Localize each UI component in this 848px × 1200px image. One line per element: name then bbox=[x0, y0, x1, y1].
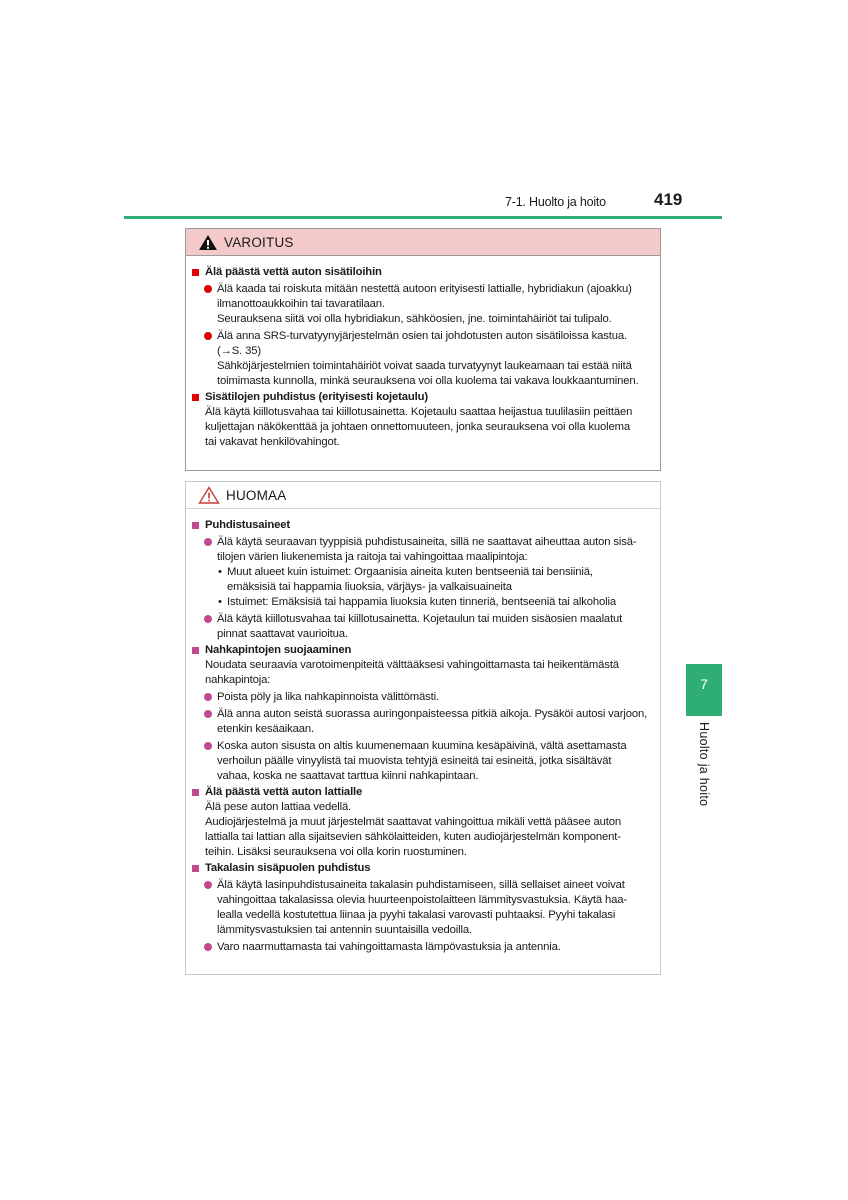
small-bullet-icon: • bbox=[218, 596, 222, 608]
list-item: Älä käytä lasinpuhdistusaineita takalasin puhdistamiseen, sillä sellaiset aineet voivat vahingoittaa takalasissa olevia huurteenpoistolaitteen lämmitysvastuksia. Käytä haa- lealla vedellä kostutettua liinaa ja pyyhi takalasi varovasti puhtaaksi. Pyyhi takalasi lämmitysvastuksien tai antennin suuntaisilla vedoilla. bbox=[190, 878, 652, 938]
list-item: Älä kaada tai roiskuta mitään nestettä autoon erityisesti lattialle, hybridiakun (ajoakku) ilmanottoaukkoihin tai tavaratilaan. Seurauksena siitä voi olla hybridiakun, sähköosien, jne. toimintahäiriöt tai tulipalo. bbox=[190, 282, 652, 327]
bullet-dot-icon bbox=[204, 693, 212, 701]
warning-header bbox=[186, 229, 660, 256]
list-item: Älä anna auton seistä suorassa auringonpaisteessa pitkiä aikoja. Pysäköi autosi varjoon, etenkin kesäaikaan. bbox=[190, 707, 652, 737]
warning-section-title: Sisätilojen puhdistus (erityisesti kojetaulu) bbox=[190, 390, 652, 405]
chapter-label: Huolto ja hoito bbox=[697, 722, 711, 807]
list-item: Älä käytä seuraavan tyyppisiä puhdistusaineita, sillä ne saattavat aiheuttaa auton sisä- tilojen värien liukenemista ja raitoja tai vahingoittaa maalipintoja: bbox=[190, 535, 652, 565]
list-item: Koska auton sisusta on altis kuumenemaan kuumina kesäpäivinä, vältä asettamasta verhoilun päälle vinyylistä tai muovista tehtyjä esineitä tai esineitä, jotka sisältävät vahaa, koska ne saattavat tarttua kiinni nahkapintaan. bbox=[190, 739, 652, 784]
list-item: Poista pöly ja lika nahkapinnoista välittömästi. bbox=[190, 690, 652, 705]
small-bullet-icon: • bbox=[218, 566, 222, 578]
list-item: Varo naarmuttamasta tai vahingoittamasta lämpövastuksia ja antennia. bbox=[190, 940, 652, 955]
bullet-dot-icon bbox=[204, 285, 212, 293]
sub-list-item: • Muut alueet kuin istuimet: Orgaanisia aineita kuten bentseeniä tai bensiiniä, emäksisiä tai happamia liuoksia, värjäys- ja valkaisuaineita bbox=[218, 566, 593, 593]
page-number: 419 bbox=[654, 190, 683, 209]
warning-title: VAROITUS bbox=[224, 234, 294, 250]
bullet-dot-icon bbox=[204, 943, 212, 951]
square-bullet-icon bbox=[192, 269, 199, 276]
square-bullet-icon bbox=[192, 522, 199, 529]
square-bullet-icon bbox=[192, 647, 199, 654]
list-item: Älä anna SRS-turvatyynyjärjestelmän osien tai johdotusten auton sisätiloissa kastua. (→S. 35) Sähköjärjestelmien toimintahäiriöt voivat saada turvatyynyt laukeamaan tai estää niitä toimimasta kunnolla, minkä seurauksena voi olla kuolema tai vakava loukkaantuminen. bbox=[190, 329, 652, 389]
bullet-dot-icon bbox=[204, 742, 212, 750]
list-item: Älä käytä kiillotusvahaa tai kiillotusainetta. Kojetaulun tai muiden sisäosien maalatut pinnat saattavat vaurioitua. bbox=[190, 612, 652, 642]
bullet-dot-icon bbox=[204, 881, 212, 889]
section-text: Älä käytä kiillotusvahaa tai kiillotusainetta. Kojetaulu saattaa heijastua tuulilasiin peittäen kuljettajan näkökenttää ja johtaen onnettomuuteen, jonka seurauksena voi olla kuolema tai vakavat henkilövahingot. bbox=[205, 406, 633, 448]
caution-triangle-icon bbox=[198, 486, 220, 504]
bullet-dot-icon bbox=[204, 538, 212, 546]
warning-box bbox=[185, 228, 661, 471]
note-section-title: Nahkapintojen suojaaminen bbox=[190, 643, 652, 658]
square-bullet-icon bbox=[192, 865, 199, 872]
note-section-title: Puhdistusaineet bbox=[190, 518, 652, 533]
note-title: HUOMAA bbox=[226, 487, 287, 503]
note-section-title: Takalasin sisäpuolen puhdistus bbox=[190, 861, 652, 876]
note-section-title: Älä päästä vettä auton lattialle bbox=[190, 785, 652, 800]
bullet-dot-icon bbox=[204, 332, 212, 340]
warning-body bbox=[186, 256, 660, 450]
bullet-dot-icon bbox=[204, 710, 212, 718]
note-box bbox=[185, 481, 661, 975]
chapter-tab: 7 bbox=[686, 664, 722, 716]
header-section-title: 7-1. Huolto ja hoito bbox=[505, 195, 606, 209]
bullet-dot-icon bbox=[204, 615, 212, 623]
square-bullet-icon bbox=[192, 789, 199, 796]
note-header bbox=[186, 482, 660, 509]
square-bullet-icon bbox=[192, 394, 199, 401]
section-text: Älä pese auton lattiaa vedellä. Audiojärjestelmä ja muut järjestelmät saattavat vahingoittua mikäli vettä pääsee auton lattialla tai lattian alla sijaitsevien sähkölaitteiden, kuten audiojärjestelmän komponent- teihin. Lisäksi seurauksena voi olla korin ruostuminen. bbox=[205, 801, 621, 858]
sub-list-item: • Istuimet: Emäksisiä tai happamia liuoksia kuten tinneriä, bentseeniä tai alkoholia bbox=[218, 596, 616, 608]
header-rule bbox=[124, 216, 722, 219]
warning-section-title: Älä päästä vettä auton sisätiloihin bbox=[190, 265, 652, 280]
note-body bbox=[186, 509, 660, 955]
section-text: Noudata seuraavia varotoimenpiteitä välttääksesi vahingoittamasta tai heikentämästä nahkapintoja: bbox=[205, 659, 619, 686]
warning-triangle-icon bbox=[198, 234, 218, 251]
